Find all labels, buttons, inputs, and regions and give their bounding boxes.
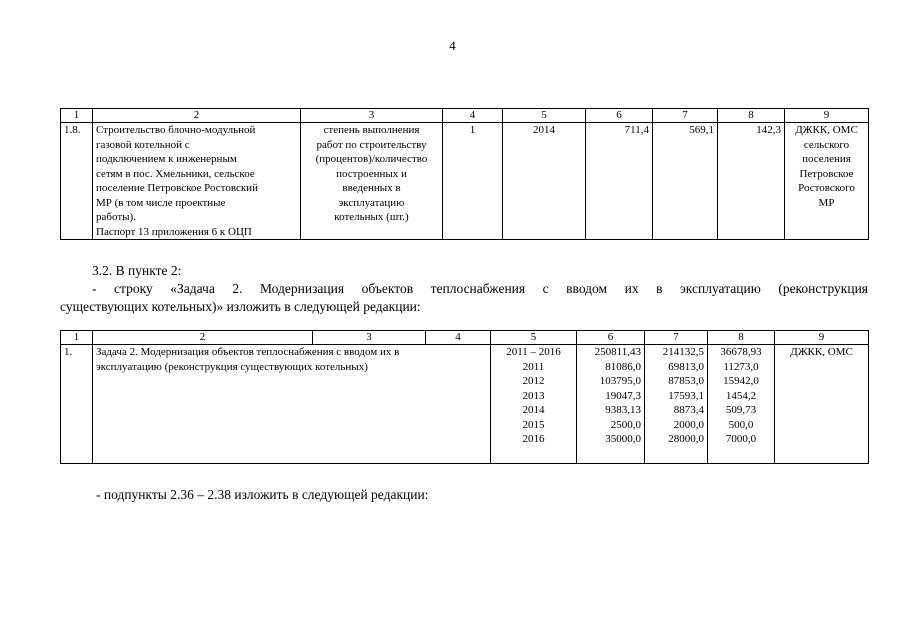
header-cell: 8 bbox=[708, 331, 775, 345]
paragraph-line: существующих котельных)» изложить в следующей редакции: bbox=[60, 299, 421, 314]
row-number-cell: 1. bbox=[61, 345, 93, 464]
table-2 bbox=[60, 330, 869, 464]
years-cell: 2011 – 2016 2011 2012 2013 2014 2015 2016 bbox=[491, 345, 577, 464]
value-cell: 36678,93 11273,0 15942,0 1454,2 509,73 500,0 7000,0 bbox=[708, 345, 775, 464]
table-1 bbox=[60, 108, 869, 240]
header-cell: 7 bbox=[645, 331, 708, 345]
table-1-header-row bbox=[61, 109, 869, 123]
value-cell: 1 bbox=[443, 123, 503, 240]
header-cell: 6 bbox=[586, 109, 653, 123]
header-cell: 9 bbox=[775, 331, 869, 345]
header-cell: 5 bbox=[491, 331, 577, 345]
header-cell: 3 bbox=[313, 331, 426, 345]
page-number: 4 bbox=[449, 38, 456, 53]
table-row bbox=[61, 345, 869, 464]
value-cell: 214132,5 69813,0 87853,0 17593,1 8873,4 2000,0 28000,0 bbox=[645, 345, 708, 464]
executor-cell: ДЖКК, ОМС сельского поселения Петровское Ростовского МР bbox=[785, 123, 869, 240]
header-cell: 8 bbox=[718, 109, 785, 123]
paragraph-subpoints: - подпункты 2.36 – 2.38 изложить в следующей редакции: bbox=[96, 487, 429, 502]
executor-cell: ДЖКК, ОМС bbox=[775, 345, 869, 464]
table-2-header-row bbox=[61, 331, 869, 345]
paragraph-line: - строку «Задача 2. Модернизация объектов теплоснабжения с вводом их в эксплуатацию (реконструкция bbox=[92, 281, 868, 296]
task-name-cell: Задача 2. Модернизация объектов теплоснабжения с вводом их в эксплуатацию (реконструкция существующих котельных) bbox=[93, 345, 491, 464]
indicator-cell: степень выполнения работ по строительству (процентов)/количество построенных и введенных в эксплуатацию котельных (шт.) bbox=[301, 123, 443, 240]
total-cell: 250811,43 81086,0 103795,0 19047,3 9383,13 2500,0 35000,0 bbox=[577, 345, 645, 464]
header-cell: 7 bbox=[653, 109, 718, 123]
table-row bbox=[61, 123, 869, 240]
header-cell: 1 bbox=[61, 331, 93, 345]
row-number-cell: 1.8. bbox=[61, 123, 93, 240]
header-cell: 2 bbox=[93, 109, 301, 123]
header-cell: 9 bbox=[785, 109, 869, 123]
header-cell: 3 bbox=[301, 109, 443, 123]
header-cell: 1 bbox=[61, 109, 93, 123]
header-cell: 4 bbox=[443, 109, 503, 123]
value-cell: 142,3 bbox=[718, 123, 785, 240]
header-cell: 5 bbox=[503, 109, 586, 123]
year-cell: 2014 bbox=[503, 123, 586, 240]
header-cell: 4 bbox=[426, 331, 491, 345]
total-cell: 711,4 bbox=[586, 123, 653, 240]
name-cell: Строительство блочно-модульной газовой котельной с подключением к инженерным сетям в пос. Хмельники, сельское поселение Петровское Ростовский МР (в том числе проектные работы). Паспорт 13 приложения 6 к ОЦП bbox=[93, 123, 301, 240]
paragraph-3-2: 3.2. В пункте 2: bbox=[92, 263, 182, 278]
header-cell: 6 bbox=[577, 331, 645, 345]
value-cell: 569,1 bbox=[653, 123, 718, 240]
header-cell: 2 bbox=[93, 331, 313, 345]
